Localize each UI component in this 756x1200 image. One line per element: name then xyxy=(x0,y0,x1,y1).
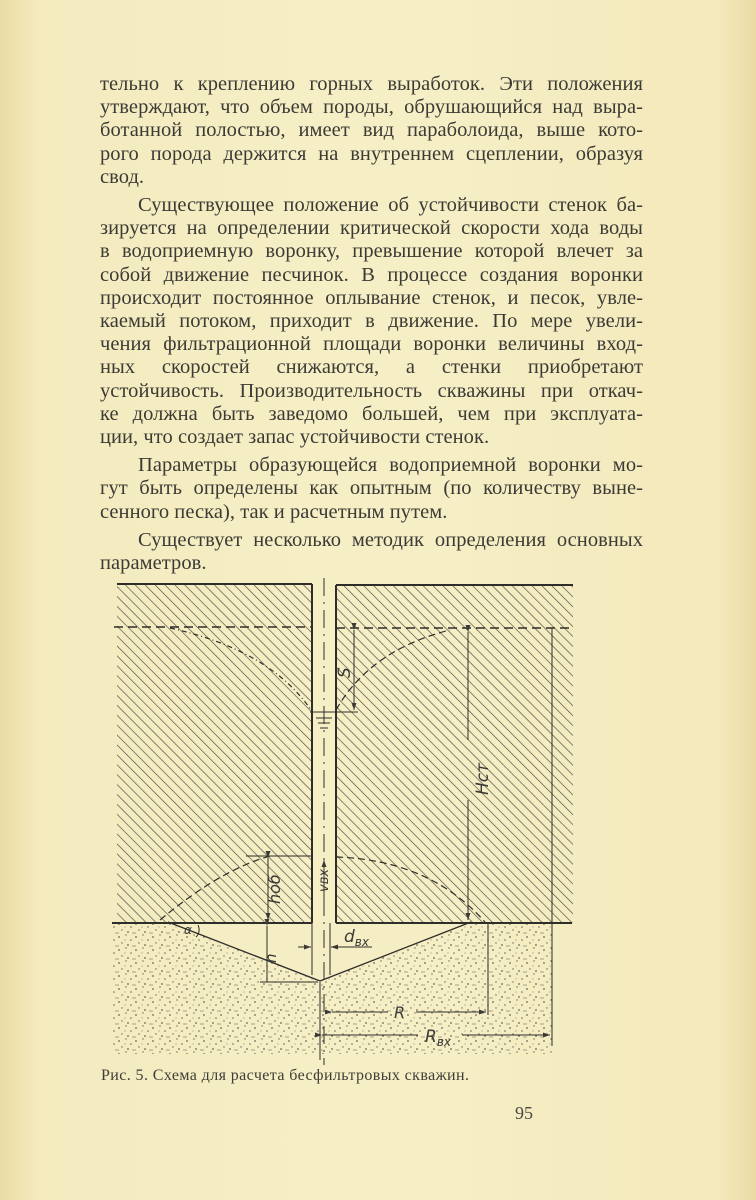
text-line: ботанной полостью, имеет вид параболоида, выше кото- xyxy=(100,119,643,142)
body-text xyxy=(100,73,643,575)
text-line: происходит постоянное оплывание стенок, и песок, увле- xyxy=(100,286,643,309)
text-line: сенного песка), так и расчетным путем. xyxy=(100,500,448,523)
text-line: Существует несколько методик определения основных xyxy=(138,528,643,551)
text-line: каемый потоком, приходит в движение. По мере увели- xyxy=(100,310,643,333)
text-line: параметров. xyxy=(100,552,207,575)
text-line: тельно к креплению горных выработок. Эти положения xyxy=(100,73,643,95)
label-v-vx: vвх xyxy=(317,868,332,892)
text-line: гут быть определены как опытным (по количеству выне- xyxy=(100,477,643,500)
well-diagram-figure xyxy=(100,570,600,1070)
text-line: Существующее положение об устойчивости стенок ба- xyxy=(138,194,643,217)
text-line: ке должна быть заведомо большей, чем при эксплуата- xyxy=(100,402,643,425)
text-line: устойчивость. Производительность скважины при откач- xyxy=(100,379,643,402)
well-diagram xyxy=(100,570,600,1070)
text-line: утверждают, что объем породы, обрушающийся над выра- xyxy=(100,96,643,119)
text-line: Параметры образующейся водоприемной воронки мо- xyxy=(138,454,643,477)
label-h-ob: hоб xyxy=(265,874,284,904)
label-h: h xyxy=(262,953,280,963)
text-line: ных скоростей снижаются, а стенки приобретают xyxy=(100,356,643,379)
paragraph-3 xyxy=(100,454,643,524)
text-line: свод. xyxy=(100,165,145,188)
paragraph-2 xyxy=(100,194,643,449)
label-h-st: Hст xyxy=(473,762,493,795)
label-alpha: α xyxy=(184,923,192,937)
rock-right xyxy=(336,584,573,923)
figure-caption: Рис. 5. Схема для расчета бесфильтровых скважин. xyxy=(101,1067,470,1084)
text-line: чения фильтрационной площади воронки величины вход- xyxy=(100,333,643,356)
text-line: собой движение песчинок. В процессе создания воронки xyxy=(100,263,643,286)
text-line: ции, что создает запас устойчивости стенок. xyxy=(100,426,490,449)
label-d-vx: $d_{вх}$ xyxy=(344,927,369,949)
text-line: рого порода держится на внутреннем сцеплении, образуя xyxy=(100,142,643,165)
label-r: R xyxy=(394,1003,406,1022)
page-number: 95 xyxy=(515,1103,533,1123)
text-line: зируется на определении критической скорости хода воды xyxy=(100,217,643,240)
label-r-vx: $R_{вх}$ xyxy=(425,1027,451,1049)
paragraph-1 xyxy=(100,73,643,189)
paragraph-4 xyxy=(100,529,643,575)
text-line: в водоприемную воронку, превышение которой влечет за xyxy=(100,240,643,263)
label-s: S xyxy=(335,667,355,678)
rock-left xyxy=(117,584,313,923)
